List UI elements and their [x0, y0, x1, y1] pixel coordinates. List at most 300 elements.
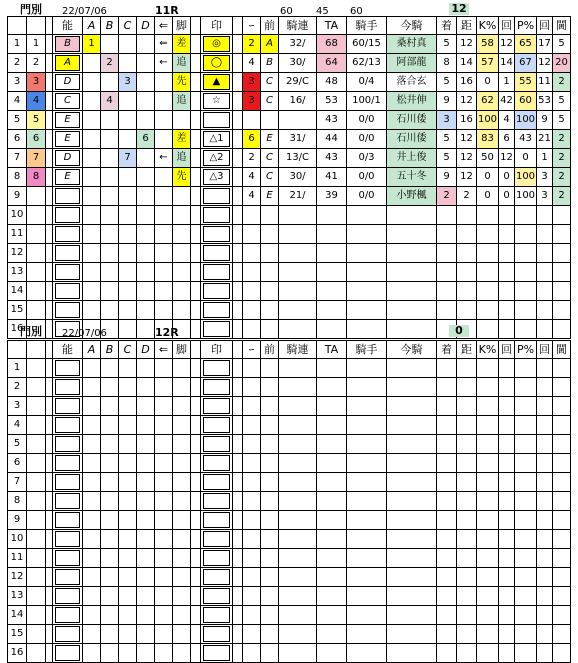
kan-cell: 2 — [553, 149, 571, 168]
empty-cell — [46, 606, 53, 625]
score-c — [119, 111, 137, 130]
empty-cell — [499, 587, 515, 606]
empty-cell — [347, 625, 387, 644]
empty-cell — [201, 206, 233, 225]
shirushi-cell[interactable] — [201, 111, 233, 130]
kishu-cell: 100/1 — [347, 92, 387, 111]
chaku-cell: 5 — [437, 149, 457, 168]
empty-cell — [243, 511, 261, 530]
kp-cell: 0 — [477, 187, 499, 206]
col-kiren: 騎連 — [279, 17, 317, 35]
empty-cell — [387, 397, 437, 416]
empty-cell — [233, 416, 243, 435]
kai2-cell: 1 — [537, 149, 553, 168]
gap-cell — [46, 149, 53, 168]
empty-cell — [243, 587, 261, 606]
empty-cell — [261, 625, 279, 644]
empty-cell — [243, 473, 261, 492]
empty-cell — [457, 225, 477, 244]
row-number: 8 — [8, 168, 27, 187]
table-row — [8, 416, 571, 435]
kai-cell: 14 — [499, 54, 515, 73]
nou-cell[interactable] — [53, 92, 83, 111]
shirushi-cell[interactable] — [201, 130, 233, 149]
empty-cell — [515, 378, 537, 397]
empty-cell — [201, 625, 233, 644]
jockey-cell: 桑村真 — [387, 35, 437, 54]
row-number: 15 — [8, 301, 27, 320]
empty-cell — [515, 568, 537, 587]
kishu-cell: 0/0 — [347, 130, 387, 149]
empty-cell — [83, 549, 101, 568]
empty-cell — [243, 644, 261, 663]
empty-cell — [457, 359, 477, 378]
empty-cell — [119, 282, 137, 301]
empty-cell — [553, 492, 571, 511]
row-number: 2 — [8, 54, 27, 73]
empty-cell — [53, 473, 83, 492]
gap-cell — [233, 187, 243, 206]
pp-cell: 67 — [515, 54, 537, 73]
empty-cell — [515, 644, 537, 663]
empty-cell — [233, 282, 243, 301]
empty-cell — [553, 244, 571, 263]
kiren-cell: 32/ — [279, 35, 317, 54]
empty-cell — [317, 549, 347, 568]
shirushi-cell[interactable] — [201, 168, 233, 187]
empty-cell — [243, 549, 261, 568]
kai-cell: 6 — [499, 130, 515, 149]
box-frame — [55, 245, 80, 261]
arrow-cell: ← — [155, 54, 173, 73]
kiren-cell: 29/C — [279, 73, 317, 92]
empty-cell — [457, 378, 477, 397]
empty-cell — [537, 378, 553, 397]
mae-cell: C — [261, 73, 279, 92]
empty-cell — [173, 587, 191, 606]
empty-cell — [279, 263, 317, 282]
shirushi-value: △1 — [203, 131, 230, 147]
empty-cell — [137, 511, 155, 530]
empty-cell — [553, 530, 571, 549]
empty-cell — [553, 473, 571, 492]
kyaku-cell: 先 — [173, 73, 191, 92]
empty-cell — [279, 606, 317, 625]
empty-cell — [27, 606, 46, 625]
col-kyori: 距 — [457, 17, 477, 35]
kiren-cell: 16/ — [279, 92, 317, 111]
empty-cell — [387, 473, 437, 492]
gap-cell — [233, 149, 243, 168]
kan-cell: 20 — [553, 54, 571, 73]
pp-cell: 60 — [515, 92, 537, 111]
empty-cell — [437, 568, 457, 587]
col-mae: 前 — [261, 17, 279, 35]
gap-cell — [46, 92, 53, 111]
gap-cell — [46, 73, 53, 92]
empty-cell — [537, 473, 553, 492]
empty-cell — [243, 244, 261, 263]
empty-cell — [119, 359, 137, 378]
empty-cell — [137, 282, 155, 301]
empty-cell — [46, 206, 53, 225]
empty-cell — [477, 492, 499, 511]
empty-cell — [173, 644, 191, 663]
empty-cell — [233, 492, 243, 511]
gap-cell — [46, 54, 53, 73]
empty-cell — [477, 644, 499, 663]
empty-cell — [437, 244, 457, 263]
empty-cell — [317, 282, 347, 301]
empty-cell — [317, 244, 347, 263]
table-row — [8, 644, 571, 663]
empty-cell — [499, 473, 515, 492]
empty-cell — [387, 301, 437, 320]
row-number: 5 — [8, 111, 27, 130]
box-frame — [203, 302, 230, 318]
bar-cell: 2 — [243, 149, 261, 168]
score-d — [137, 73, 155, 92]
kishu-cell: 0/4 — [347, 73, 387, 92]
kiren-cell: 21/ — [279, 187, 317, 206]
empty-cell — [553, 568, 571, 587]
table-row — [8, 359, 571, 378]
empty-cell — [201, 320, 233, 339]
nou-cell[interactable] — [53, 168, 83, 187]
empty-cell — [499, 378, 515, 397]
empty-cell — [191, 587, 201, 606]
mae-cell: B — [261, 54, 279, 73]
kyori-cell: 12 — [457, 92, 477, 111]
ta-cell: 43 — [317, 111, 347, 130]
empty-cell — [515, 473, 537, 492]
empty-cell — [101, 492, 119, 511]
nou-cell[interactable] — [53, 73, 83, 92]
header-row — [8, 17, 571, 35]
empty-cell — [119, 530, 137, 549]
empty-cell — [173, 530, 191, 549]
waku-cell: 5 — [27, 111, 46, 130]
table-row — [8, 130, 571, 149]
arrow-cell: ← — [155, 149, 173, 168]
empty-cell — [201, 225, 233, 244]
waku-cell — [27, 187, 46, 206]
empty-cell — [279, 397, 317, 416]
row-number: 4 — [8, 92, 27, 111]
score-d — [137, 187, 155, 206]
box-frame — [203, 569, 230, 585]
empty-cell — [279, 530, 317, 549]
empty-cell — [46, 568, 53, 587]
empty-cell — [83, 511, 101, 530]
box-frame — [203, 493, 230, 509]
mae-cell: C — [261, 168, 279, 187]
table-row — [8, 492, 571, 511]
empty-cell — [137, 206, 155, 225]
table-row — [8, 244, 571, 263]
empty-cell — [155, 206, 173, 225]
empty-cell — [261, 263, 279, 282]
ta-cell: 48 — [317, 73, 347, 92]
empty-cell — [83, 473, 101, 492]
table-row — [8, 511, 571, 530]
empty-cell — [499, 644, 515, 663]
gap-cell — [233, 111, 243, 130]
empty-cell — [437, 397, 457, 416]
kan-cell: 5 — [553, 92, 571, 111]
empty-cell — [261, 492, 279, 511]
box-frame — [203, 379, 230, 395]
gap-cell — [191, 187, 201, 206]
empty-cell — [387, 263, 437, 282]
empty-cell — [233, 473, 243, 492]
kan-cell: 5 — [553, 35, 571, 54]
score-a — [83, 54, 101, 73]
score-b: 2 — [101, 54, 119, 73]
table-row — [8, 73, 571, 92]
shirushi-value: ◎ — [203, 36, 230, 52]
nou-cell[interactable] — [53, 187, 83, 206]
empty-cell — [243, 606, 261, 625]
box-frame — [203, 398, 230, 414]
empty-cell — [53, 416, 83, 435]
empty-cell — [317, 530, 347, 549]
pp-cell: 100 — [515, 187, 537, 206]
empty-cell — [279, 511, 317, 530]
empty-cell — [537, 492, 553, 511]
empty-cell — [477, 378, 499, 397]
table-row — [8, 378, 571, 397]
shirushi-value: △2 — [203, 150, 230, 166]
empty-cell — [27, 397, 46, 416]
chaku-cell: 5 — [437, 73, 457, 92]
empty-cell — [317, 320, 347, 339]
empty-cell — [119, 454, 137, 473]
shirushi-value — [203, 112, 230, 128]
empty-cell — [53, 435, 83, 454]
empty-cell — [347, 492, 387, 511]
shirushi-cell[interactable] — [201, 149, 233, 168]
shirushi-cell[interactable] — [201, 187, 233, 206]
empty-cell — [155, 606, 173, 625]
empty-cell — [83, 282, 101, 301]
empty-cell — [83, 359, 101, 378]
empty-cell — [83, 644, 101, 663]
empty-cell — [537, 416, 553, 435]
empty-cell — [553, 397, 571, 416]
empty-cell — [191, 473, 201, 492]
empty-cell — [101, 282, 119, 301]
kp-cell: 62 — [477, 92, 499, 111]
empty-cell — [201, 435, 233, 454]
empty-cell — [191, 492, 201, 511]
empty-cell — [27, 492, 46, 511]
empty-cell — [317, 225, 347, 244]
chaku-cell: 3 — [437, 111, 457, 130]
kan-cell: 2 — [553, 130, 571, 149]
kp-cell: 50 — [477, 149, 499, 168]
col-kai2: 回 — [537, 17, 553, 35]
score-a: 1 — [83, 35, 101, 54]
gap-cell — [233, 168, 243, 187]
shirushi-cell[interactable] — [201, 92, 233, 111]
total-2: 45 — [316, 6, 329, 17]
empty-cell — [137, 397, 155, 416]
empty-cell — [387, 320, 437, 339]
empty-cell — [119, 511, 137, 530]
empty-cell — [46, 549, 53, 568]
row-number: 11 — [8, 549, 27, 568]
nou-cell[interactable] — [53, 111, 83, 130]
empty-cell — [233, 435, 243, 454]
col-b: B — [101, 17, 119, 35]
score-a — [83, 73, 101, 92]
empty-cell — [437, 378, 457, 397]
empty-cell — [137, 473, 155, 492]
kai-cell: 12 — [499, 149, 515, 168]
table-row — [8, 606, 571, 625]
shirushi-cell[interactable] — [201, 73, 233, 92]
empty-cell — [201, 549, 233, 568]
shirushi-cell[interactable] — [201, 35, 233, 54]
empty-cell — [201, 568, 233, 587]
empty-cell — [553, 416, 571, 435]
empty-cell — [243, 568, 261, 587]
empty-cell — [477, 416, 499, 435]
empty-cell — [457, 492, 477, 511]
empty-cell — [477, 587, 499, 606]
score-d — [137, 168, 155, 187]
kiren-cell: 13/C — [279, 149, 317, 168]
kishu-cell: 0/3 — [347, 149, 387, 168]
jockey-cell: 松井伸 — [387, 92, 437, 111]
empty-cell — [261, 244, 279, 263]
nou-cell[interactable] — [53, 54, 83, 73]
empty-cell — [233, 511, 243, 530]
empty-cell — [477, 530, 499, 549]
empty-cell — [515, 320, 537, 339]
empty-cell — [137, 263, 155, 282]
empty-cell — [387, 625, 437, 644]
head-count-2: 0 — [449, 325, 469, 337]
score-c — [119, 54, 137, 73]
empty-cell — [119, 378, 137, 397]
empty-cell — [261, 435, 279, 454]
empty-cell — [243, 206, 261, 225]
empty-cell — [537, 301, 553, 320]
nou-cell[interactable] — [53, 35, 83, 54]
empty-cell — [553, 606, 571, 625]
empty-cell — [499, 530, 515, 549]
empty-cell — [437, 206, 457, 225]
arrow-cell — [155, 187, 173, 206]
empty-cell — [137, 625, 155, 644]
gap-cell — [191, 73, 201, 92]
empty-cell — [173, 378, 191, 397]
empty-cell — [101, 606, 119, 625]
empty-cell — [317, 416, 347, 435]
col-jockey: 今騎 — [387, 17, 437, 35]
gap-cell — [191, 111, 201, 130]
race1-sheet — [7, 16, 571, 339]
chaku-cell: 5 — [437, 35, 457, 54]
row-number: 2 — [8, 378, 27, 397]
empty-cell — [191, 530, 201, 549]
empty-cell — [347, 225, 387, 244]
empty-cell — [233, 263, 243, 282]
empty-cell — [53, 549, 83, 568]
col-pp: P% — [515, 17, 537, 35]
col-no — [8, 17, 27, 35]
empty-cell — [279, 587, 317, 606]
box-frame — [203, 245, 230, 261]
empty-cell — [261, 549, 279, 568]
nou-cell[interactable] — [53, 130, 83, 149]
kyori-cell: 12 — [457, 168, 477, 187]
empty-cell — [553, 549, 571, 568]
empty-cell — [477, 454, 499, 473]
empty-cell — [83, 244, 101, 263]
empty-cell — [233, 378, 243, 397]
jockey-cell: 五十冬 — [387, 168, 437, 187]
empty-cell — [173, 454, 191, 473]
row-number: 16 — [8, 320, 27, 339]
empty-cell — [83, 263, 101, 282]
empty-cell — [173, 625, 191, 644]
empty-cell — [317, 492, 347, 511]
box-frame — [203, 531, 230, 547]
empty-cell — [83, 301, 101, 320]
empty-cell — [101, 435, 119, 454]
gap-cell — [46, 111, 53, 130]
empty-cell — [191, 378, 201, 397]
empty-cell — [243, 416, 261, 435]
box-frame — [203, 588, 230, 604]
box-frame — [55, 531, 80, 547]
empty-cell — [553, 435, 571, 454]
nou-cell[interactable] — [53, 149, 83, 168]
empty-cell — [27, 587, 46, 606]
score-b — [101, 168, 119, 187]
score-c — [119, 92, 137, 111]
bar-cell: 6 — [243, 130, 261, 149]
table-row — [8, 263, 571, 282]
score-d — [137, 54, 155, 73]
kyaku-cell: 差 — [173, 35, 191, 54]
empty-cell — [317, 301, 347, 320]
empty-cell — [46, 587, 53, 606]
col-nou: 能 — [53, 17, 83, 35]
empty-cell — [233, 644, 243, 663]
gate-label: 門別 — [20, 3, 42, 16]
jockey-cell: 石川倭 — [387, 130, 437, 149]
gap-cell — [233, 54, 243, 73]
empty-cell — [387, 549, 437, 568]
empty-cell — [515, 244, 537, 263]
empty-cell — [499, 244, 515, 263]
gap-cell — [233, 73, 243, 92]
empty-cell — [137, 244, 155, 263]
kyaku-cell — [173, 111, 191, 130]
empty-cell — [191, 454, 201, 473]
empty-cell — [261, 320, 279, 339]
waku-cell: 2 — [27, 54, 46, 73]
pp-cell: 43 — [515, 130, 537, 149]
empty-cell — [457, 587, 477, 606]
kai2-cell: 9 — [537, 111, 553, 130]
empty-cell — [437, 301, 457, 320]
shirushi-cell[interactable] — [201, 54, 233, 73]
